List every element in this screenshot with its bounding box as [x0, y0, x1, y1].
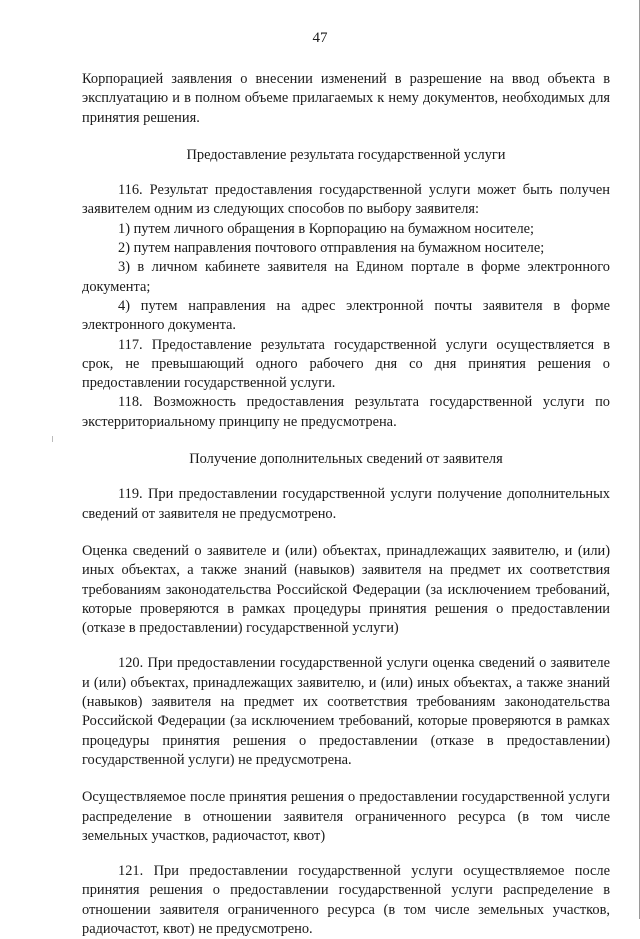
- section-heading-result: Предоставление результата государственной услуги: [186, 146, 506, 163]
- section-heading-distribution: Осуществляемое после принятия решения о предоставлении государственной услуги распределение в отношении заявителя ограниченного ресурса (в том числе земельных участков, радиочастот, квот): [82, 789, 610, 844]
- section-heading-additional: Получение дополнительных сведений от заявителя: [189, 451, 503, 468]
- section-heading-assessment: Оценка сведений о заявителе и (или) объектах, принадлежащих заявителю, и (или) иных объектах, а также знаний (навыков) заявителя на предмет их соответствия требованиям законодательства Российской Федерации (за исключением требований, которые проверяются в рамках процедуры принятия решения о предоставлении (отказе в предоставлении) государственной услуги): [82, 542, 610, 637]
- intro-paragraph: Корпорацией заявления о внесении изменений в разрешение на ввод объекта в эксплуатацию и в полном объеме прилагаемых к нему документов, необходимых для принятия решения.: [82, 71, 610, 126]
- scan-mark: [52, 436, 53, 442]
- paragraph-118: 118. Возможность предоставления результата государственной услуги по экстерриториальному принципу не предусмотрена.: [82, 394, 610, 430]
- paragraph-116: 116. Результат предоставления государственной услуги может быть получен заявителем одним из следующих способов по выбору заявителя:: [82, 182, 610, 218]
- paragraph-120: 120. При предоставлении государственной услуги оценка сведений о заявителе и (или) объектах, принадлежащих заявителю, и (или) иных объектах, а также знаний (навыков) заявителя на предмет их соответствия требованиям законодательства Российской Федерации (за исключением требований, которые проверяются в рамках процедуры принятия решения о предоставлении (отказе в предоставлении) государственной услуги) не предусмотрена.: [82, 655, 610, 768]
- document-body: [82, 70, 610, 939]
- paragraph-117: 117. Предоставление результата государственной услуги осуществляется в срок, не превышающий одного рабочего дня со дня принятия решения о предоставлении государственной услуги.: [82, 336, 610, 392]
- list-item-1: 1) путем личного обращения в Корпорацию на бумажном носителе;: [118, 220, 535, 237]
- list-item-2: 2) путем направления почтового отправления на бумажном носителе;: [118, 240, 545, 257]
- page-number: 47: [312, 30, 328, 46]
- list-item-3: 3) в личном кабинете заявителя на Едином портале в форме электронного документа;: [82, 259, 610, 295]
- paragraph-121: 121. При предоставлении государственной услуги осуществляемое после принятия решения о предоставлении государственной услуги распределение в отношении заявителя ограниченного ресурса (в том числе земельных участков, радиочастот, квот) не предусмотрено.: [82, 863, 610, 937]
- list-item-4: 4) путем направления на адрес электронной почты заявителя в форме электронного документа.: [82, 297, 610, 334]
- paragraph-119: 119. При предоставлении государственной услуги получение дополнительных сведений от заявителя не предусмотрено.: [82, 486, 610, 522]
